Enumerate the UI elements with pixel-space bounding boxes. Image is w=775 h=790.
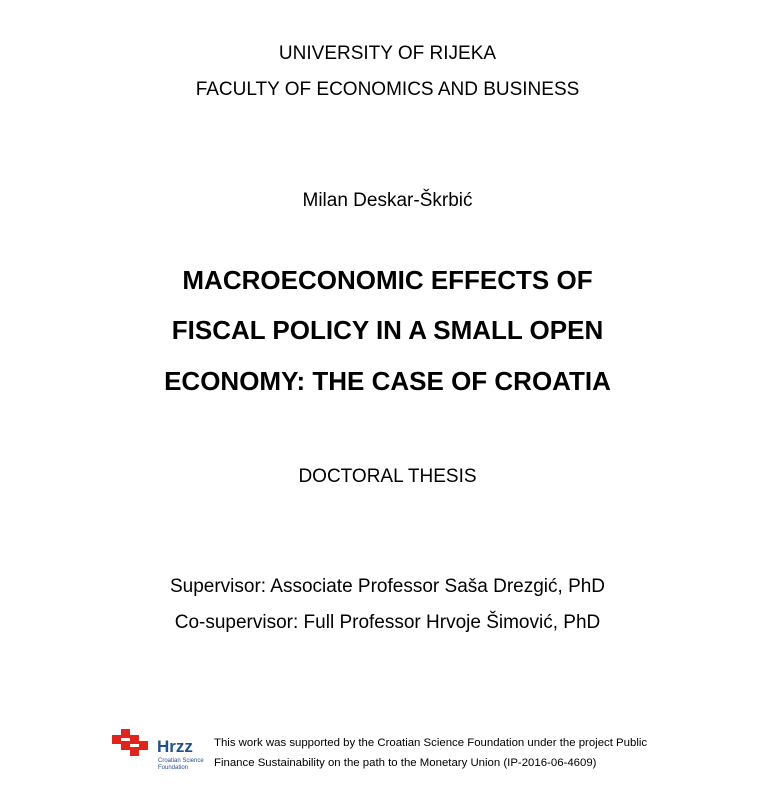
faculty-name: FACULTY OF ECONOMICS AND BUSINESS xyxy=(195,79,580,100)
hrzz-wordmark: Hrzz xyxy=(157,737,193,756)
funding-statement-line-1: This work was supported by the Croatian Science Foundation under the project Public xyxy=(214,737,648,749)
thesis-title-line-2: FISCAL POLICY IN A SMALL OPEN xyxy=(171,315,604,345)
supervisor-line: Supervisor: Associate Professor Saša Drezgić, PhD xyxy=(169,576,606,597)
hrzz-logo xyxy=(110,727,210,773)
author-name: Milan Deskar-Škrbić xyxy=(302,190,473,211)
funding-statement-line-2: Finance Sustainability on the path to the Monetary Union (IP-2016-06-4609) xyxy=(214,757,597,769)
co-supervisor-line: Co-supervisor: Full Professor Hrvoje Šimović, PhD xyxy=(174,612,601,633)
funding-statement xyxy=(214,733,647,773)
logo-subtitle-line-1: Croatian Science xyxy=(158,758,204,764)
funding-footer xyxy=(110,727,710,777)
logo-subtitle-line-2: Foundation xyxy=(158,765,189,771)
thesis-title-line-1: MACROECONOMIC EFFECTS OF xyxy=(182,265,593,295)
thesis-title-line-3: ECONOMY: THE CASE OF CROATIA xyxy=(164,366,611,396)
document-type: DOCTORAL THESIS xyxy=(298,466,477,487)
university-name: UNIVERSITY OF RIJEKA xyxy=(278,43,497,64)
